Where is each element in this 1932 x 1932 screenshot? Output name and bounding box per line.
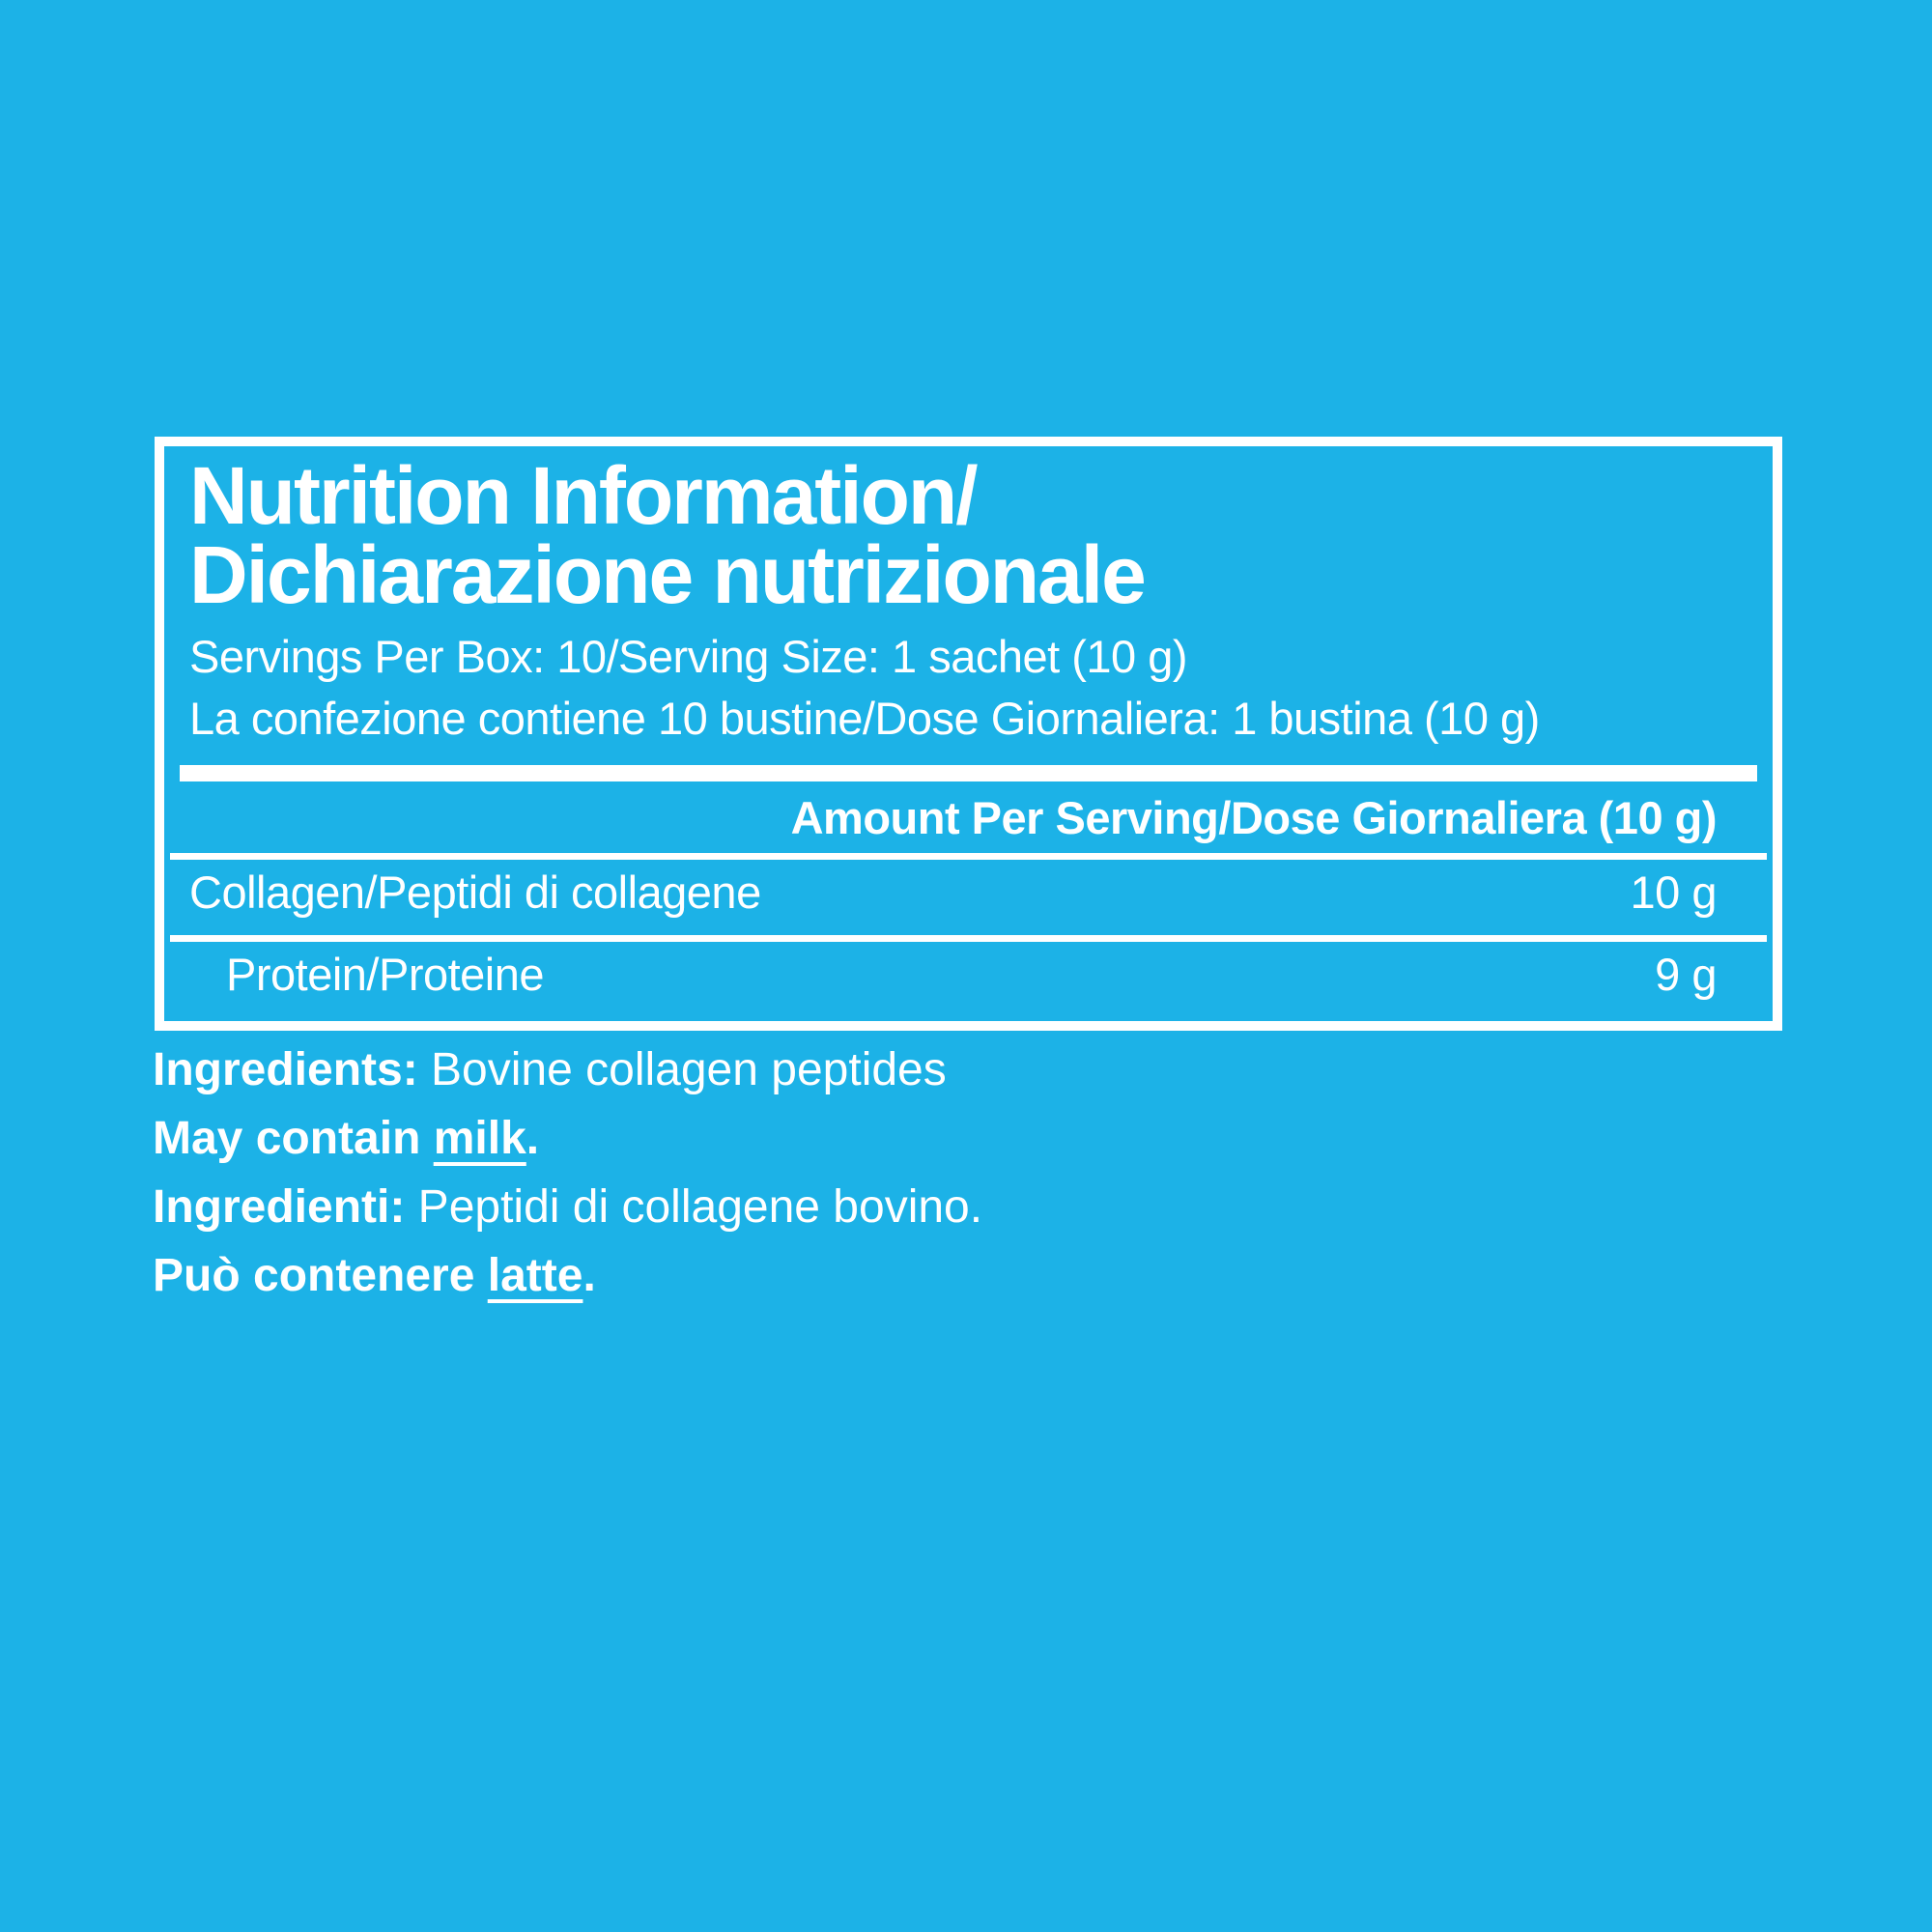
ingredients-label-it: Ingredienti: <box>153 1181 406 1233</box>
ingredients-text-en: Bovine collagen peptides <box>431 1044 947 1095</box>
ingredients-line-en <box>153 1036 1785 1104</box>
allergen-latte: latte <box>487 1250 583 1301</box>
nutrition-information-panel <box>155 437 1782 1031</box>
nutrient-row-collagen <box>164 860 1773 925</box>
may-contain-line-it <box>153 1241 1785 1310</box>
servings-line-it: La confezione contiene 10 bustine/Dose Giornaliera: 1 bustina (10 g) <box>189 693 1540 744</box>
servings-line-en: Servings Per Box: 10/Serving Size: 1 sachet (10 g) <box>189 631 1188 682</box>
ingredients-label-en: Ingredients: <box>153 1044 418 1095</box>
amount-per-serving-header: Amount Per Serving/Dose Giornaliera (10 g) <box>790 792 1717 843</box>
panel-title-line2: Dichiarazione nutrizionale <box>189 529 1145 620</box>
nutrient-value: 9 g <box>1655 949 1717 1000</box>
may-contain-prefix-en: May contain <box>153 1113 434 1164</box>
ingredients-line-it <box>153 1173 1785 1241</box>
allergen-milk: milk <box>433 1113 526 1164</box>
nutrient-value: 10 g <box>1630 867 1717 918</box>
nutrient-label: Collagen/Peptidi di collagene <box>189 867 761 918</box>
panel-title <box>189 450 1773 620</box>
may-contain-line-en <box>153 1104 1785 1173</box>
nutrient-row-protein <box>164 942 1773 1008</box>
ingredients-section <box>153 1036 1785 1310</box>
panel-title-line1: Nutrition Information/ <box>189 450 977 541</box>
row-divider-rule <box>170 853 1767 860</box>
nutrient-label: Protein/Proteine <box>226 949 545 1000</box>
ingredients-text-it: Peptidi di collagene bovino. <box>417 1181 983 1233</box>
thick-divider-bar <box>180 765 1757 781</box>
may-contain-prefix-it: Può contenere <box>153 1250 488 1301</box>
row-divider-rule <box>170 935 1767 942</box>
may-contain-suffix-en: . <box>526 1113 540 1164</box>
may-contain-suffix-it: . <box>582 1250 596 1301</box>
